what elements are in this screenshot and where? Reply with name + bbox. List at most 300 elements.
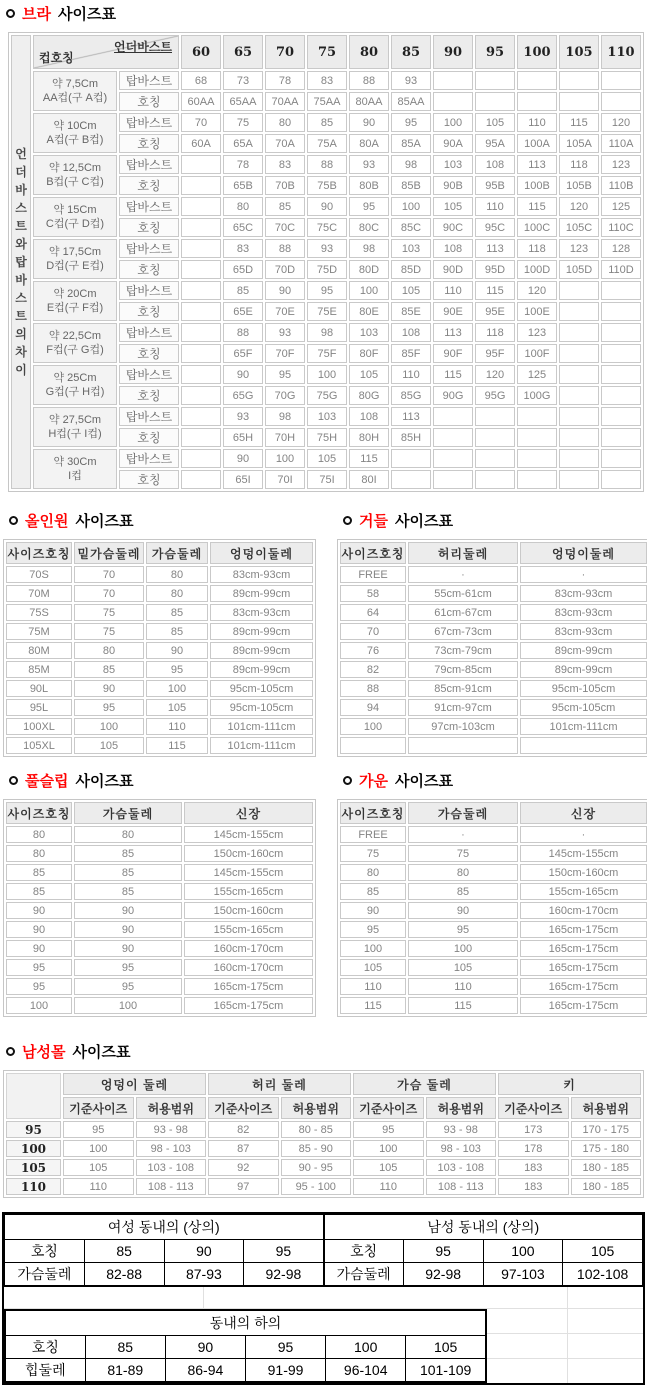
bra-topbust-row xyxy=(33,281,641,300)
bra-title-rest: 사이즈표 xyxy=(57,5,116,23)
cup-label-cell xyxy=(33,71,117,111)
cup-depth: 약 20Cm xyxy=(53,288,97,300)
row-type-label: 호칭 xyxy=(119,344,179,363)
cell: 105 xyxy=(307,449,347,468)
sub-header: 허용범위 xyxy=(571,1097,642,1119)
row-label: 호칭 xyxy=(324,1240,404,1263)
cell: 108 - 113 xyxy=(136,1178,207,1195)
table-row xyxy=(6,1140,641,1157)
bra-code-row xyxy=(33,176,641,195)
mens-table xyxy=(3,1070,644,1198)
cell: 95cm-105cm xyxy=(210,680,313,697)
cell xyxy=(601,428,641,447)
allinone-title-red: 올인원 xyxy=(25,512,69,530)
cell: 70AA xyxy=(265,92,305,111)
cell: 95 xyxy=(245,1336,325,1359)
sheet-gap-row xyxy=(4,1287,643,1309)
cell: 95 xyxy=(74,959,182,976)
cell xyxy=(520,737,647,754)
cell: 85M xyxy=(6,661,72,678)
cell: 85D xyxy=(391,260,431,279)
cell: 89cm-99cm xyxy=(210,585,313,602)
cell xyxy=(517,407,557,426)
cell: 100 xyxy=(74,718,144,735)
table-row xyxy=(6,604,313,621)
cell: 83cm-93cm xyxy=(520,604,647,621)
table-row xyxy=(6,940,313,957)
sub-header: 기준사이즈 xyxy=(498,1097,569,1119)
cell: 90C xyxy=(433,218,473,237)
cell: 95 xyxy=(307,281,347,300)
table-row xyxy=(340,680,647,697)
cell: 95 xyxy=(74,699,144,716)
cell xyxy=(433,428,473,447)
cell xyxy=(559,428,599,447)
cell: 125 xyxy=(601,197,641,216)
row-label: 가슴둘레 xyxy=(5,1263,85,1287)
column-header: 사이즈호칭 xyxy=(6,802,72,824)
table-row xyxy=(6,978,313,995)
row-type-label: 탑바스트 xyxy=(119,155,179,174)
cell: 105C xyxy=(559,218,599,237)
sub-header: 기준사이즈 xyxy=(208,1097,279,1119)
cell: 82 xyxy=(340,661,406,678)
table-row xyxy=(6,737,313,754)
cell: 85F xyxy=(391,344,431,363)
cell xyxy=(181,365,221,384)
cell: 90 xyxy=(223,449,263,468)
bust-size-header: 65 xyxy=(223,35,263,69)
table-row xyxy=(6,699,313,716)
cell: FREE xyxy=(340,826,406,843)
row-type-label: 탑바스트 xyxy=(119,239,179,258)
cell: 89cm-99cm xyxy=(210,642,313,659)
cell: 90 xyxy=(408,902,518,919)
cell: 102-108 xyxy=(563,1263,643,1287)
cell: 100C xyxy=(517,218,557,237)
row-type-label: 탑바스트 xyxy=(119,197,179,216)
cell: 103 xyxy=(349,323,389,342)
cell: 100 xyxy=(307,365,347,384)
cell: 70 xyxy=(340,623,406,640)
cell: 73 xyxy=(223,71,263,90)
cell xyxy=(391,470,431,489)
cell: 180 - 185 xyxy=(571,1159,642,1176)
table-row xyxy=(6,959,313,976)
cell: 96-104 xyxy=(326,1359,406,1383)
cell: 165cm-175cm xyxy=(184,978,313,995)
cell xyxy=(559,449,599,468)
cell: 60A xyxy=(181,134,221,153)
cell: 75D xyxy=(307,260,347,279)
cell: 115 xyxy=(146,737,208,754)
sub-header: 허용범위 xyxy=(136,1097,207,1119)
cell xyxy=(181,218,221,237)
cell: 155cm-165cm xyxy=(184,883,313,900)
cell: 160cm-170cm xyxy=(520,902,647,919)
bottom-underwear-title: 동내의 하의 xyxy=(5,1310,486,1336)
table-row xyxy=(340,699,647,716)
cell: 97cm-103cm xyxy=(408,718,518,735)
sub-header: 허용범위 xyxy=(281,1097,352,1119)
cell xyxy=(181,197,221,216)
bra-code-row xyxy=(33,344,641,363)
cell: 89cm-99cm xyxy=(210,661,313,678)
cell xyxy=(433,407,473,426)
cell: 165cm-175cm xyxy=(184,997,313,1014)
cell xyxy=(475,470,515,489)
cell: 85 - 90 xyxy=(281,1140,352,1157)
cell: 85cm-91cm xyxy=(408,680,518,697)
cell: 108 xyxy=(349,407,389,426)
cell: 80 xyxy=(74,826,182,843)
cell xyxy=(475,71,515,90)
bullet-icon xyxy=(9,516,18,525)
blank-corner-cell xyxy=(6,1073,61,1119)
table-row xyxy=(5,1263,643,1287)
girdle-title-rest: 사이즈표 xyxy=(394,512,453,530)
column-header: 엉덩이둘레 xyxy=(210,542,313,564)
cell: 85 xyxy=(84,1240,164,1263)
cell: 105 xyxy=(408,959,518,976)
cell: 110A xyxy=(601,134,641,153)
cell: 85 xyxy=(74,661,144,678)
bra-side-strip xyxy=(11,35,31,489)
cell: 118 xyxy=(559,155,599,174)
bra-topbust-row xyxy=(33,407,641,426)
row-label: 가슴둘레 xyxy=(324,1263,404,1287)
cell: 95cm-105cm xyxy=(520,699,647,716)
male-underwear-title: 남성 동내의 (상의) xyxy=(324,1215,643,1240)
cell: 90 xyxy=(6,921,72,938)
table-row xyxy=(6,566,313,583)
cell: 65C xyxy=(223,218,263,237)
underwear-top-table xyxy=(4,1214,643,1287)
bust-size-header: 110 xyxy=(601,35,641,69)
cell: 115 xyxy=(475,281,515,300)
cell: 105XL xyxy=(6,737,72,754)
cell xyxy=(340,737,406,754)
cell: 70F xyxy=(265,344,305,363)
cell: 100G xyxy=(517,386,557,405)
cell: 120 xyxy=(559,197,599,216)
table-row xyxy=(6,921,313,938)
cell: 115 xyxy=(340,997,406,1014)
sub-header: 허용범위 xyxy=(426,1097,497,1119)
sheet-gridlines xyxy=(487,1309,643,1383)
cell: 165cm-175cm xyxy=(520,997,647,1014)
cell: 110D xyxy=(601,260,641,279)
cell: 110 xyxy=(63,1178,134,1195)
table-row xyxy=(6,642,313,659)
cell xyxy=(475,428,515,447)
cell: 75C xyxy=(307,218,347,237)
bullet-icon xyxy=(6,1047,15,1056)
cell xyxy=(433,92,473,111)
cell: 85 xyxy=(408,883,518,900)
cell xyxy=(601,470,641,489)
cell: 105 xyxy=(74,737,144,754)
column-header: 가슴둘레 xyxy=(408,802,518,824)
table-row xyxy=(6,997,313,1014)
table-row xyxy=(340,978,647,995)
cell: 88 xyxy=(223,323,263,342)
cell: 101cm-111cm xyxy=(210,718,313,735)
cell: 80 xyxy=(6,826,72,843)
cell: 113 xyxy=(391,407,431,426)
cell: 80F xyxy=(349,344,389,363)
bust-size-header: 95 xyxy=(475,35,515,69)
table-row xyxy=(340,737,647,754)
cell: 95 xyxy=(349,197,389,216)
cell: 115 xyxy=(433,365,473,384)
cell: 101cm-111cm xyxy=(520,718,647,735)
cell xyxy=(559,470,599,489)
cell: 95D xyxy=(475,260,515,279)
cell: 95 xyxy=(403,1240,483,1263)
cell: 70A xyxy=(265,134,305,153)
cell: 105 xyxy=(475,113,515,132)
bust-size-header: 70 xyxy=(265,35,305,69)
cell: FREE xyxy=(340,566,406,583)
cup-name: B컵(구 C컵) xyxy=(46,176,104,188)
cell: 85 xyxy=(146,604,208,621)
cell: 83cm-93cm xyxy=(210,566,313,583)
cell xyxy=(559,92,599,111)
cup-name: I컵 xyxy=(68,470,82,482)
cell: 110 xyxy=(353,1178,424,1195)
cell: 165cm-175cm xyxy=(520,959,647,976)
cell: 95cm-105cm xyxy=(210,699,313,716)
table-row xyxy=(5,1336,486,1359)
cell: 80 xyxy=(146,566,208,583)
cell: 93 - 98 xyxy=(136,1121,207,1138)
cell: 88 xyxy=(265,239,305,258)
cell: 88 xyxy=(340,680,406,697)
table-row xyxy=(6,1178,641,1195)
cell: 175 - 180 xyxy=(571,1140,642,1157)
cell: 150cm-160cm xyxy=(184,845,313,862)
cell xyxy=(601,365,641,384)
sub-header: 기준사이즈 xyxy=(63,1097,134,1119)
cell: 65AA xyxy=(223,92,263,111)
row-label: 호칭 xyxy=(5,1240,85,1263)
cell: 75 xyxy=(340,845,406,862)
cell: 95 xyxy=(265,365,305,384)
cell: 80 xyxy=(6,845,72,862)
column-header: 가슴둘레 xyxy=(146,542,208,564)
cell: 70 xyxy=(74,585,144,602)
bra-topbust-row xyxy=(33,365,641,384)
cell: 98 xyxy=(265,407,305,426)
cell: 110B xyxy=(601,176,641,195)
cell: 90E xyxy=(433,302,473,321)
table-row xyxy=(340,661,647,678)
cell: 95 xyxy=(391,113,431,132)
cell: 92-98 xyxy=(403,1263,483,1287)
bra-code-row xyxy=(33,134,641,153)
cell: 65A xyxy=(223,134,263,153)
cell: 108 xyxy=(433,239,473,258)
bra-topbust-row xyxy=(33,197,641,216)
cell: 120 xyxy=(517,281,557,300)
cell: 93 xyxy=(223,407,263,426)
cell: 76 xyxy=(340,642,406,659)
cell: 75S xyxy=(6,604,72,621)
cell: 95E xyxy=(475,302,515,321)
cell xyxy=(601,302,641,321)
cell: 101-109 xyxy=(406,1359,486,1383)
bra-code-row xyxy=(33,428,641,447)
column-header: 사이즈호칭 xyxy=(6,542,72,564)
table-row xyxy=(6,1121,641,1138)
cell xyxy=(181,449,221,468)
cell: 98 xyxy=(391,155,431,174)
cell: 105 xyxy=(391,281,431,300)
cup-depth: 약 7,5Cm xyxy=(51,78,99,90)
cup-label-cell xyxy=(33,365,117,405)
cell: 100 xyxy=(340,940,406,957)
table-row xyxy=(6,883,313,900)
cell: 100 xyxy=(483,1240,563,1263)
cup-name: F컵(구 G컵) xyxy=(46,344,104,356)
row-type-label: 탑바스트 xyxy=(119,323,179,342)
cell: 95F xyxy=(475,344,515,363)
cell: 68 xyxy=(181,71,221,90)
cup-depth: 약 30Cm xyxy=(53,456,97,468)
cell: 85 xyxy=(265,197,305,216)
cell xyxy=(181,323,221,342)
cell: 85B xyxy=(391,176,431,195)
cell: 160cm-170cm xyxy=(184,959,313,976)
cell: 90F xyxy=(433,344,473,363)
cell: 100 xyxy=(326,1336,406,1359)
cell: 150cm-160cm xyxy=(520,864,647,881)
cup-label-cell xyxy=(33,407,117,447)
cell: 105B xyxy=(559,176,599,195)
column-header: 허리둘레 xyxy=(408,542,518,564)
cell: 95A xyxy=(475,134,515,153)
cell: 80 xyxy=(340,864,406,881)
table-row xyxy=(340,940,647,957)
cup-name: H컵(구 I컵) xyxy=(48,428,102,440)
cell: 100 xyxy=(391,197,431,216)
cell: 90A xyxy=(433,134,473,153)
gown-table xyxy=(337,799,647,1017)
cell: 70 xyxy=(181,113,221,132)
table-row xyxy=(340,718,647,735)
gown-section-title xyxy=(343,772,647,788)
cell: 75 xyxy=(408,845,518,862)
cell: 108 - 113 xyxy=(426,1178,497,1195)
cell: 65G xyxy=(223,386,263,405)
cell: 83 xyxy=(223,239,263,258)
bra-header-row xyxy=(33,35,641,69)
cell xyxy=(475,449,515,468)
gown-title-rest: 사이즈표 xyxy=(394,772,453,790)
cell: 85G xyxy=(391,386,431,405)
cell: 118 xyxy=(517,239,557,258)
table-row xyxy=(6,1159,641,1176)
cell: 145cm-155cm xyxy=(184,826,313,843)
bust-size-header: 80 xyxy=(349,35,389,69)
cell: 105A xyxy=(559,134,599,153)
bra-topbust-row xyxy=(33,113,641,132)
cell xyxy=(181,407,221,426)
cell: 165cm-175cm xyxy=(520,921,647,938)
cup-name: A컵(구 B컵) xyxy=(46,134,104,146)
cell: 123 xyxy=(517,323,557,342)
cell: 85AA xyxy=(391,92,431,111)
row-type-label: 호칭 xyxy=(119,302,179,321)
cell: 93 - 98 xyxy=(426,1121,497,1138)
cell: 85 xyxy=(307,113,347,132)
table-row xyxy=(6,585,313,602)
cell: 95 xyxy=(74,978,182,995)
allinone-header-row xyxy=(6,542,313,564)
underwear-size-sheet xyxy=(2,1212,645,1385)
cell: 98 xyxy=(349,239,389,258)
bra-code-row xyxy=(33,260,641,279)
row-type-label: 호칭 xyxy=(119,134,179,153)
row-type-label: 호칭 xyxy=(119,386,179,405)
cell: 97-103 xyxy=(483,1263,563,1287)
cell: 113 xyxy=(433,323,473,342)
underwear-bottom-table xyxy=(4,1309,487,1383)
row-label: 95 xyxy=(6,1121,61,1138)
cell: 90 xyxy=(74,940,182,957)
cell: 105 xyxy=(340,959,406,976)
bust-size-header: 105 xyxy=(559,35,599,69)
column-header: 밑가슴둘레 xyxy=(74,542,144,564)
column-header: 가슴둘레 xyxy=(74,802,182,824)
cell: 103 xyxy=(307,407,347,426)
column-header: 신장 xyxy=(184,802,313,824)
cell xyxy=(559,71,599,90)
cell: 178 xyxy=(498,1140,569,1157)
cell xyxy=(475,92,515,111)
cell: 93 xyxy=(391,71,431,90)
cell: 95C xyxy=(475,218,515,237)
cell: 115 xyxy=(559,113,599,132)
cell: 95L xyxy=(6,699,72,716)
table-row xyxy=(6,902,313,919)
cell: 75AA xyxy=(307,92,347,111)
cell: 113 xyxy=(517,155,557,174)
cell: 61cm-67cm xyxy=(408,604,518,621)
column-header: 사이즈호칭 xyxy=(340,542,406,564)
bust-size-header: 60 xyxy=(181,35,221,69)
row-type-label: 호칭 xyxy=(119,260,179,279)
cell: 90L xyxy=(6,680,72,697)
table-row xyxy=(340,623,647,640)
cell: 95 xyxy=(408,921,518,938)
cell xyxy=(559,281,599,300)
cell: 80 xyxy=(265,113,305,132)
cell xyxy=(181,260,221,279)
underbust-label: 언더바스트 xyxy=(114,40,172,54)
bra-code-row xyxy=(33,218,641,237)
table-row xyxy=(340,864,647,881)
cell: 103 - 108 xyxy=(426,1159,497,1176)
cell: 70G xyxy=(265,386,305,405)
bust-size-header: 90 xyxy=(433,35,473,69)
cell: 82 xyxy=(208,1121,279,1138)
cell: 98 xyxy=(307,323,347,342)
cell: 85 xyxy=(146,623,208,640)
cell: 90 xyxy=(164,1240,244,1263)
cup-name: G컵(구 H컵) xyxy=(45,386,105,398)
